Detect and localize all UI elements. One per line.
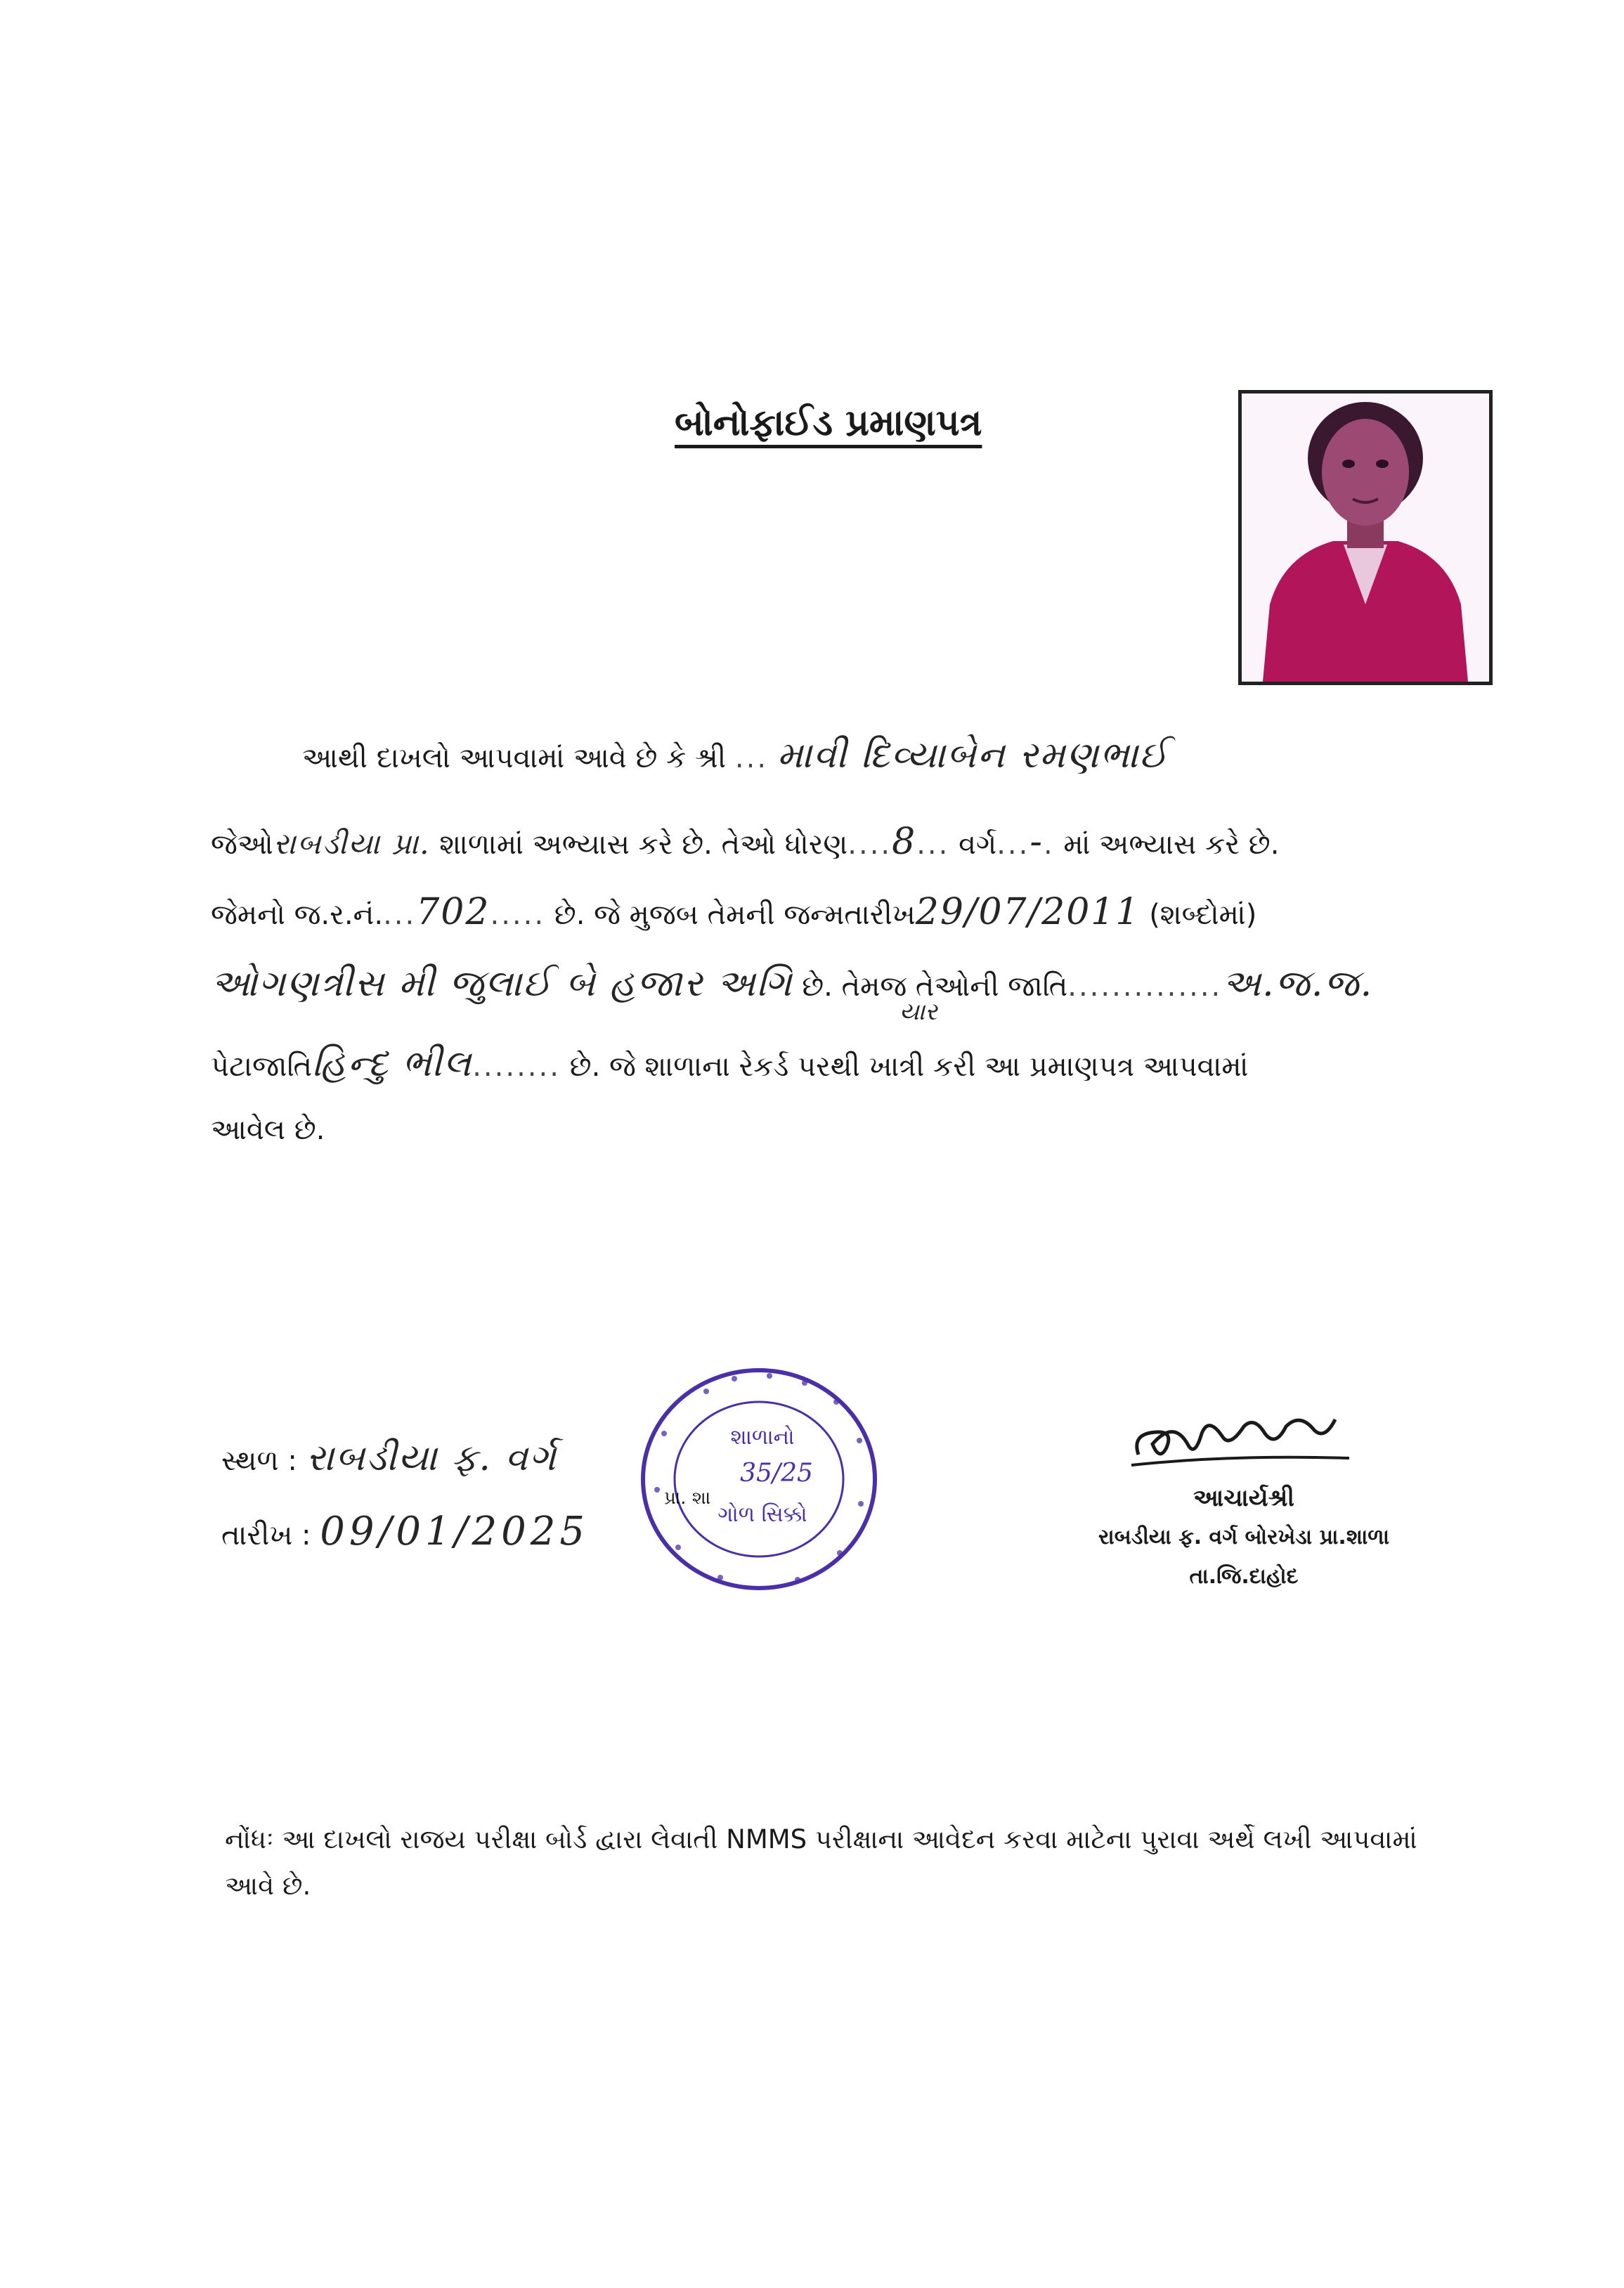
name-dots: ...: [734, 742, 769, 774]
seal-line-2: 35/25: [740, 1459, 813, 1488]
label-subcaste: પેટાજાતિ: [211, 1051, 313, 1083]
principal-taluka: તા.જિ.દાહોદ: [1189, 1564, 1299, 1589]
closing-text: આવેલ છે.: [211, 1114, 325, 1146]
place-label: સ્થળ :: [221, 1445, 297, 1477]
date-value: 09/01/2025: [320, 1509, 589, 1554]
school-seal: [636, 1363, 882, 1595]
principal-signature: [1124, 1405, 1356, 1476]
label-gr-no: જેમનો જ.ર.નં.: [211, 899, 384, 931]
study-text: શાળામાં અભ્યાસ કરે છે. તેઓ ધોરણ: [439, 828, 848, 861]
certificate-title: બોનોફાઈડ પ્રમાણપત્ર: [675, 402, 982, 444]
student-photo: [1238, 390, 1493, 685]
student-name: માવી દિવ્યાબેન રમણભાઈ: [777, 734, 1169, 776]
body-line-5: પેટાજાતિહિન્દુ ભીલ........ છે. જે શાળાના રેકર્ડ પરથી ખાત્રી કરી આ પ્રમાણપત્ર આપવામાં: [211, 1043, 1249, 1085]
body-line-2: જેઓરાબડીયા પ્રા. શાળામાં અભ્યાસ કરે છે. તેઓ ધોરણ....8... વર્ગ...-. માં અભ્યાસ કરે છે.: [211, 821, 1280, 863]
place-value: રાબડીયા ફ. વર્ગ: [306, 1437, 557, 1479]
principal-designation: આચાર્યશ્રી: [1193, 1484, 1295, 1512]
dob-value: 29/07/2011: [915, 891, 1141, 933]
label-division: વર્ગ: [959, 828, 997, 861]
date-label: તારીખ :: [221, 1519, 311, 1552]
subcaste-value: હિન્દુ ભીલ: [312, 1043, 473, 1085]
division-value: -: [1029, 821, 1044, 863]
principal-signature-block: [1047, 1405, 1441, 1597]
school-seal-stamp: [636, 1363, 882, 1595]
dob-words-continuation: યાર: [899, 998, 937, 1026]
caste-text: છે. તેમજ તેઓની જાતિ: [802, 970, 1068, 1003]
principal-school: રાબડીયા ફ. વર્ગ બોરખેડા પ્રા.શાળા: [1098, 1525, 1390, 1549]
label-jeo: જેઓ: [211, 828, 273, 861]
dob-in-words: ઓગણત્રીસ મી જુલાઈ બે હજાર અગિ: [211, 963, 793, 1005]
record-text: છે. જે શાળાના રેકર્ડ પરથી ખાત્રી કરી આ પ્રમાણપત્ર આપવામાં: [569, 1051, 1249, 1083]
student-photo-image: [1242, 394, 1489, 682]
nmms-note: નોંધઃ આ દાખલો રાજય પરીક્ષા બોર્ડ દ્વારા લેવાતી NMMS પરીક્ષાના આવેદન કરવા માટેના પુરાવા અર્થે લખી આપવામાં આવે છે.: [225, 1824, 1417, 1901]
place-row: [221, 1437, 557, 1482]
intro-text: આથી દાખલો આપવામાં આવે છે કે શ્રી: [302, 742, 727, 774]
gr-no-value: 702: [416, 891, 491, 933]
dob-text: છે. જે મુજબ તેમની જન્મતારીખ: [554, 899, 916, 931]
in-words-label: (શબ્દોમાં): [1149, 899, 1257, 931]
body-line-4: ઓગણત્રીસ મી જુલાઈ બે હજાર અગિ છે. તેમજ તેઓની જાતિ..............અ.જ.જ.: [211, 963, 1374, 1005]
standard-value: 8: [892, 821, 917, 863]
body-line-1: [302, 734, 1169, 779]
body-line-6: [211, 1109, 325, 1151]
school-short-name: રાબડીયા પ્રા.: [273, 826, 431, 861]
date-row: [221, 1511, 589, 1556]
seal-line-1: શાળાનો: [730, 1425, 795, 1450]
seal-inner-left: પ્રા. શા: [664, 1488, 711, 1509]
study-end-text: માં અભ્યાસ કરે છે.: [1063, 828, 1280, 861]
caste-value: અ.જ.જ.: [1222, 963, 1374, 1005]
seal-line-3: ગોળ સિક્કો: [717, 1502, 807, 1527]
body-line-3: જેમનો જ.ર.નં....702..... છે. જે મુજબ તેમની જન્મતારીખ29/07/2011 (શબ્દોમાં): [211, 891, 1257, 933]
